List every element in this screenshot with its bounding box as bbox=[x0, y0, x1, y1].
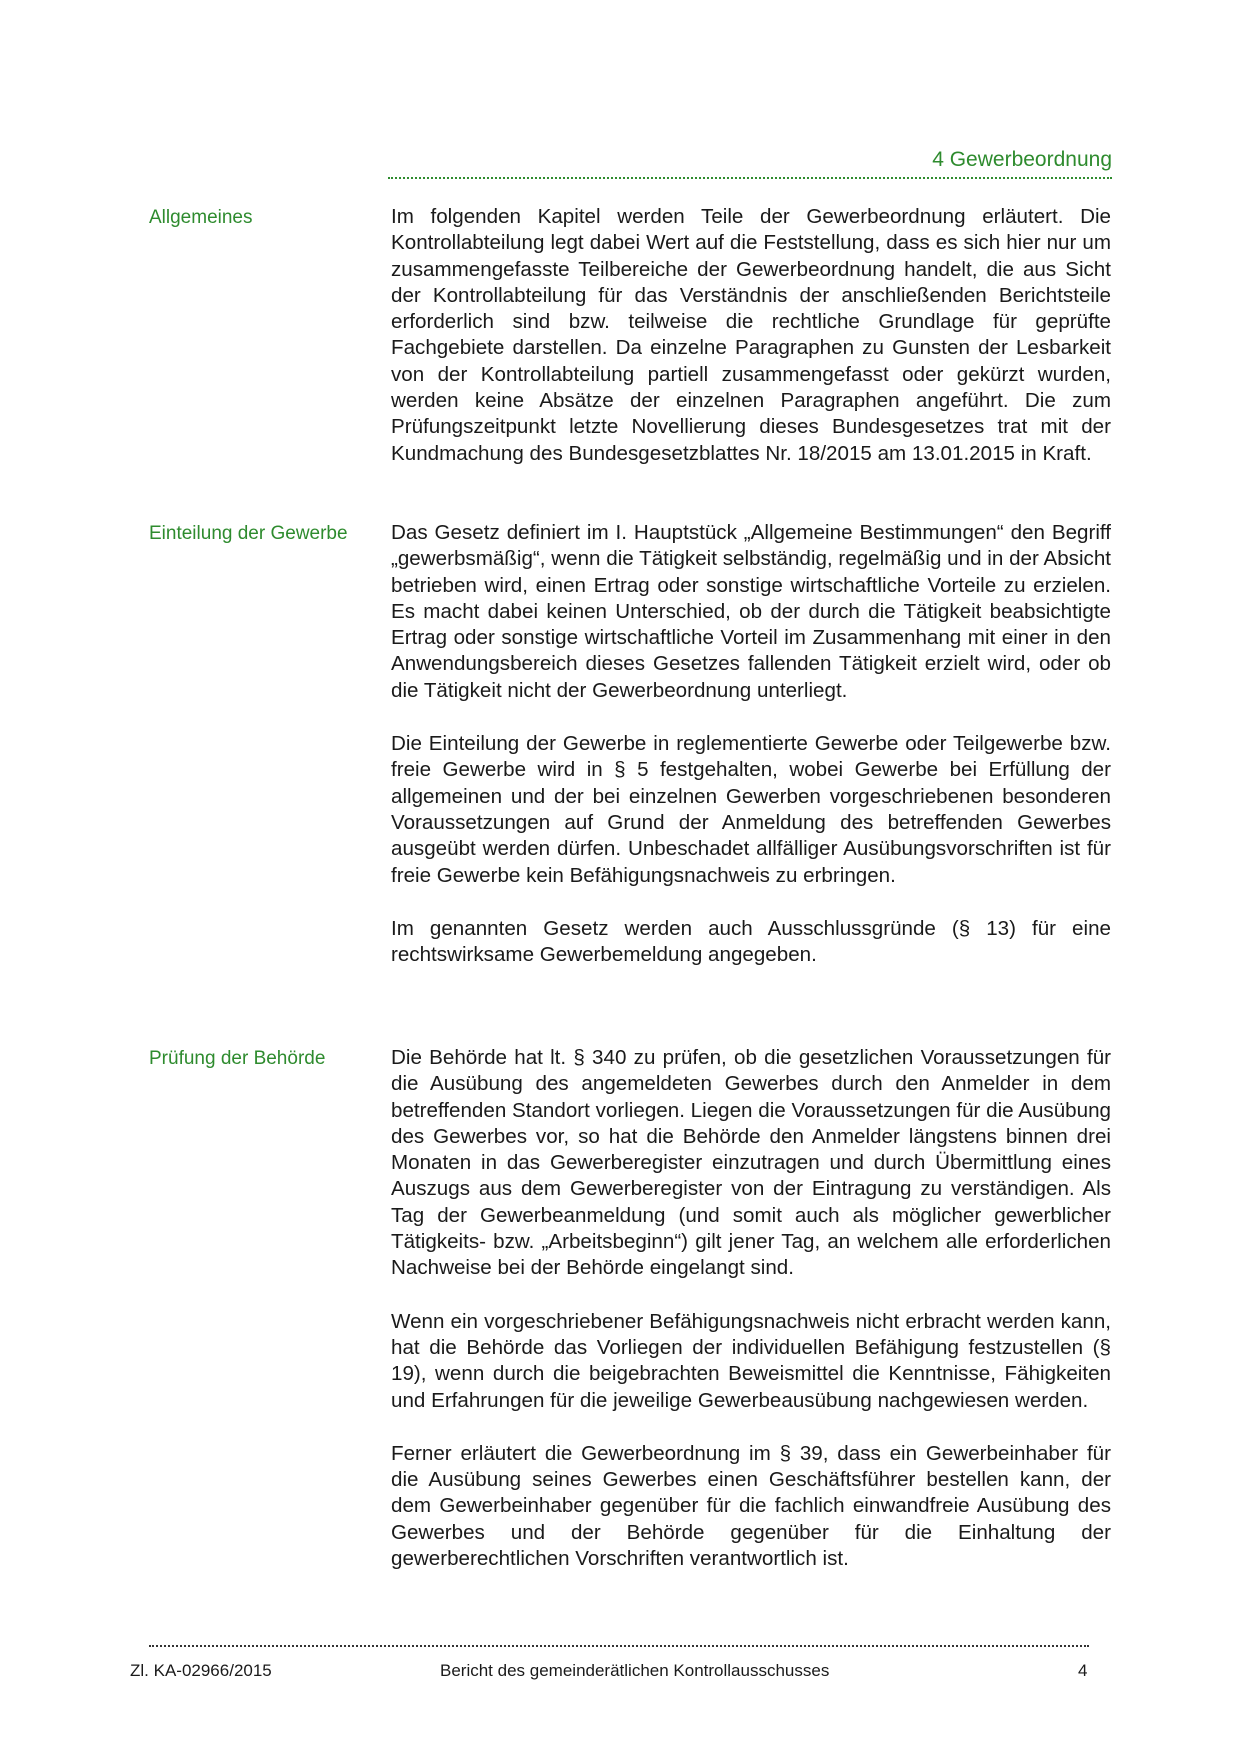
section-body bbox=[391, 204, 1111, 494]
header-divider bbox=[388, 177, 1112, 179]
paragraph: Im folgenden Kapitel werden Teile der Gewerbeordnung erläutert. Die Kontrollabteilung legt dabei Wert auf die Feststellung, dass es sich hier nur um zusammengefasste Teilbereiche der Gewerbeordnung handelt, die aus Sicht der Kontrollabteilung für das Verständnis der anschließenden Berichtsteile erforderlich sind bzw. teilweise die rechtliche Grundlage für geprüfte Fachgebiete darstellen. Da einzelne Paragraphen zu Gunsten der Lesbarkeit von der Kontrollabteilung partiell zusammengefasst oder gekürzt wurden, werden keine Absätze der einzelnen Paragraphen angeführt. Die zum Prüfungszeitpunkt letzte Novellierung dieses Bundesgesetzes trat mit der Kundmachung des Bundesgesetzblattes Nr. 18/2015 am 13.01.2015 in Kraft. bbox=[391, 205, 1111, 465]
paragraph: Ferner erläutert die Gewerbeordnung im § 39, dass ein Gewerbeinhaber für die Ausübung seines Gewerbes einen Geschäftsführer bestellen kann, der dem Gewerbeinhaber gegenüber für die fachlich einwandfreie Ausübung des Gewerbes und der Behörde gegenüber für die Einhaltung der gewerberechtlichen Vorschriften verantwortlich ist. bbox=[391, 1441, 1111, 1571]
paragraph: Das Gesetz definiert im I. Hauptstück „Allgemeine Bestimmungen“ den Begriff „gewerbsmäßig“, wenn die Tätigkeit selbständig, regelmäßig und in der Absicht betrieben wird, einen Ertrag oder sonstige wirtschaftliche Vorteile zu erzielen. Es macht dabei keinen Unterschied, ob der durch die Tätigkeit beabsichtigte Ertrag oder sonstige wirtschaftliche Vorteil im Zusammenhang mit einer in den Anwendungsbereich dieses Gesetzes fallenden Tätigkeit erzielt wird, oder ob die Tätigkeit nicht der Gewerbeordnung unterliegt. bbox=[391, 521, 1111, 702]
paragraph: Im genannten Gesetz werden auch Ausschlussgründe (§ 13) für eine rechtswirksame Gewerbemeldung angegeben. bbox=[391, 916, 1111, 967]
paragraph: Die Behörde hat lt. § 340 zu prüfen, ob die gesetzlichen Voraussetzungen für die Ausübung des angemeldeten Gewerbes durch den Anmelder in dem betreffenden Standort vorliegen. Liegen die Voraussetzungen für die Ausübung des Gewerbes vor, so hat die Behörde den Anmelder längstens binnen drei Monaten in das Gewerberegister einzutragen und durch Übermittlung eines Auszugs aus dem Gewerberegister von der Eintragung zu verständigen. Als Tag der Gewerbeanmeldung (und somit auch als möglicher gewerblicher Tätigkeits- bzw. „Arbeitsbeginn“) gilt jener Tag, an welchem alle erforderlichen Nachweise bei der Behörde eingelangt sind. bbox=[391, 1046, 1111, 1280]
section-label: Allgemeines bbox=[149, 207, 253, 228]
footer-report-title: Bericht des gemeinderätlichen Kontrollausschusses bbox=[440, 1661, 830, 1680]
section-label: Einteilung der Gewerbe bbox=[149, 523, 348, 544]
section-label: Prüfung der Behörde bbox=[149, 1048, 326, 1069]
footer-divider bbox=[149, 1645, 1089, 1647]
paragraph: Die Einteilung der Gewerbe in reglementierte Gewerbe oder Teilgewerbe bzw. freie Gewerbe wird in § 5 festgehalten, wobei Gewerbe bei Erfüllung der allgemeinen und der bei einzelnen Gewerben vorgeschriebenen besonderen Voraussetzungen auf Grund der Anmeldung des betreffenden Gewerbes ausgeübt werden dürfen. Unbeschadet allfälliger Ausübungsvorschriften ist für freie Gewerbe kein Befähigungsnachweis zu erbringen. bbox=[391, 732, 1111, 887]
section-body bbox=[391, 520, 1111, 995]
page-number: 4 bbox=[1078, 1661, 1088, 1680]
section-body bbox=[391, 1045, 1111, 1599]
chapter-title: 4 Gewerbeordnung bbox=[932, 148, 1112, 171]
paragraph: Wenn ein vorgeschriebener Befähigungsnachweis nicht erbracht werden kann, hat die Behörde das Vorliegen der individuellen Befähigung festzustellen (§ 19), wenn durch die beigebrachten Beweismittel die Kenntnisse, Fähigkeiten und Erfahrungen für die jeweilige Gewerbeausübung nachgewiesen werden. bbox=[391, 1309, 1111, 1412]
footer-reference: Zl. KA-02966/2015 bbox=[130, 1661, 272, 1680]
